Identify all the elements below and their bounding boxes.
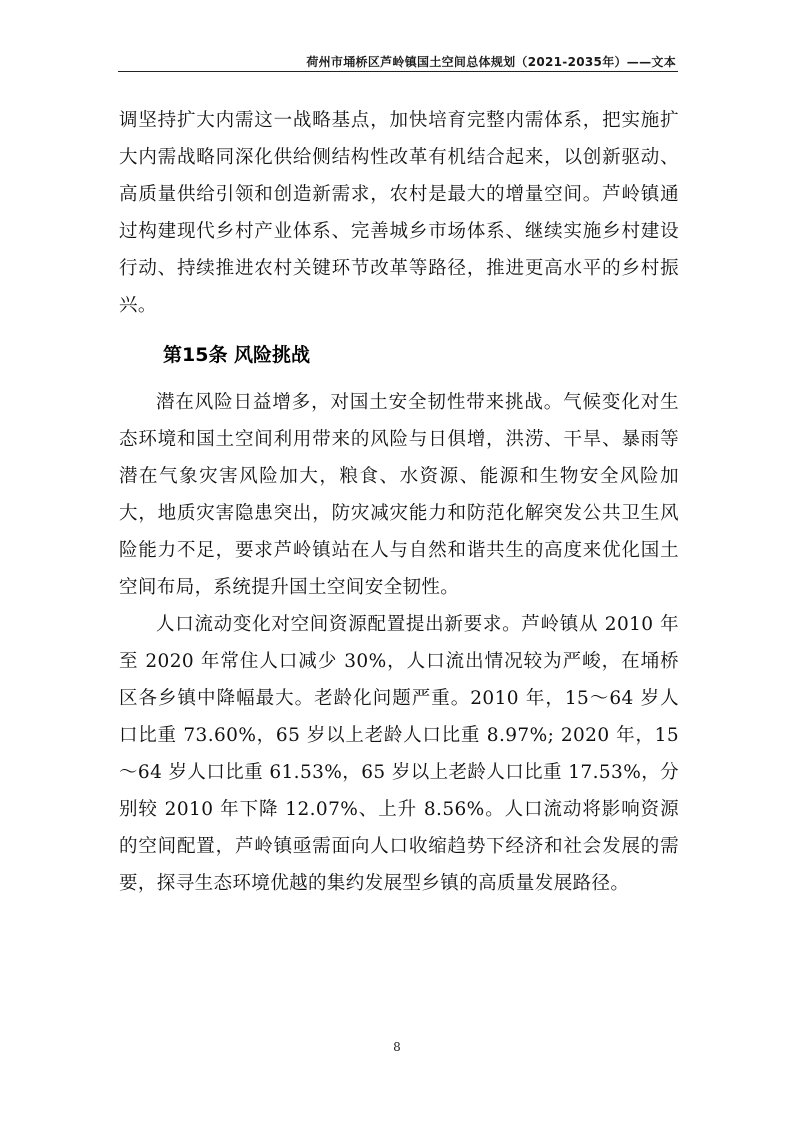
running-header: 荷州市埇桥区芦岭镇国土空间总体规划（2021-2035年）——文本: [306, 55, 676, 69]
section-heading: 第15条 风险挑战: [163, 344, 311, 366]
document-body: [119, 102, 679, 902]
body-paragraph: 调坚持扩大内需这一战略基点，加快培育完整内需体系，把实施扩大内需战略同深化供给侧结构性改革有机结合起来，以创新驱动、高质量供给引领和创造新需求，农村是最大的增量空间。芦岭镇通过构建现代乡村产业体系、完善城乡市场体系、继续实施乡村建设行动、持续推进农村关键环节改革等路径，推进更高水平的乡村振兴。: [119, 110, 679, 316]
page-number: 8: [393, 1040, 401, 1054]
header-rule: [118, 71, 678, 72]
body-paragraph: 潜在风险日益增多，对国土安全韧性带来挑战。气候变化对生态环境和国土空间利用带来的风险与日俱增，洪涝、干旱、暴雨等潜在气象灾害风险加大，粮食、水资源、能源和生物安全风险加大，地质灾害隐患突出，防灾减灾能力和防范化解突发公共卫生风险能力不足，要求芦岭镇站在人与自然和谐共生的高度来优化国土空间布局，系统提升国土空间安全韧性。: [119, 392, 679, 598]
body-paragraph: 人口流动变化对空间资源配置提出新要求。芦岭镇从 2010 年至 2020 年常住人口减少 30%，人口流出情况较为严峻，在埇桥区各乡镇中降幅最大。老龄化问题严重。2010 年，15～64 岁人口比重 73.60%，65 岁以上老龄人口比重 8.97%; 2020 年，15～64 岁人口比重 61.53%，65 岁以上老龄人口比重 17.53%，分别较 2010 年下降 12.07%、上升 8.56%。人口流动将影响资源的空间配置，芦岭镇亟需面向人口收缩趋势下经济和社会发展的需要，探寻生态环境优越的集约发展型乡镇的高质量发展路径。: [119, 614, 679, 894]
